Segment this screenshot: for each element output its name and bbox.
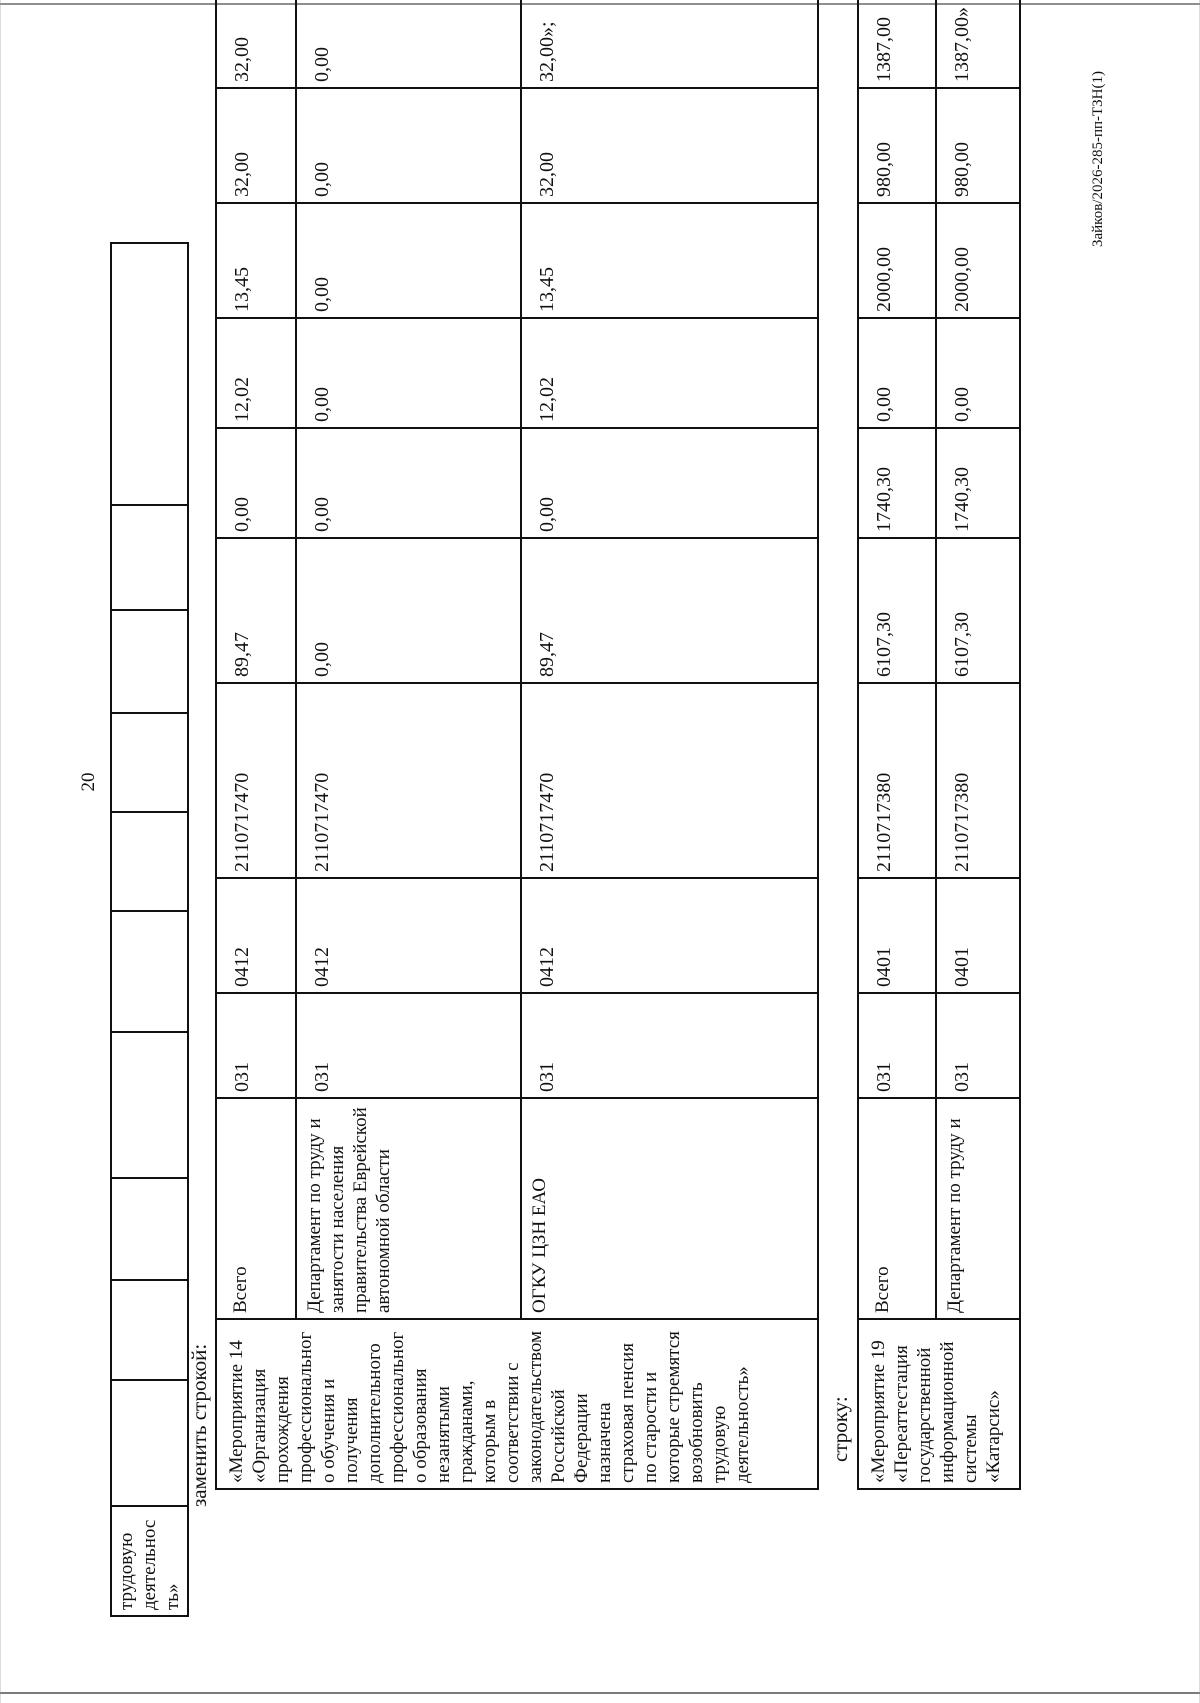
- value-cell: [858, 88, 936, 203]
- value-cell: [858, 318, 936, 428]
- target-code: 2110717380: [951, 772, 973, 872]
- value: 980,00: [951, 142, 973, 197]
- section-code: 0412: [311, 947, 333, 987]
- rotated-content: [78, 7, 1110, 1617]
- section-code: 0412: [536, 947, 558, 987]
- value-cell: [521, 203, 818, 318]
- value-cell: [936, 538, 1020, 683]
- value-cell: [216, 203, 296, 318]
- replace-label: заменить строкой:: [187, 1343, 211, 1507]
- ministry-code: 031: [873, 1062, 895, 1092]
- section-code: 0401: [873, 947, 895, 987]
- value-cell: [521, 0, 818, 88]
- ministry-code: 031: [311, 1062, 333, 1092]
- value-cell: [521, 428, 818, 538]
- section-code: 0412: [231, 947, 253, 987]
- value-total: 6107,30: [873, 612, 895, 677]
- value-total: 6107,30: [951, 612, 973, 677]
- value: 0,00: [873, 387, 895, 422]
- value: 32,00: [231, 37, 253, 82]
- code-cell: [521, 878, 818, 993]
- replacement-table: [215, 0, 819, 1490]
- value: 32,00: [536, 152, 558, 197]
- value-cell: [216, 428, 296, 538]
- line-table: [857, 0, 1021, 1490]
- value: 12,02: [231, 377, 253, 422]
- value: 1387,00»: [951, 7, 973, 82]
- value: 0,00: [311, 497, 333, 532]
- value-cell: [216, 0, 296, 88]
- value-cell: [936, 203, 1020, 318]
- executor-cell: [521, 1098, 818, 1319]
- value: 32,00: [231, 152, 253, 197]
- value: 13,45: [536, 267, 558, 312]
- value: 13,45: [231, 267, 253, 312]
- ministry-code: 031: [536, 1062, 558, 1092]
- section-code: 0401: [951, 947, 973, 987]
- value: 0,00: [951, 387, 973, 422]
- measure-name: «Мероприятие 14 «Организация прохождения профессионального обучения и получения дополнительного профессионального образования незанятыми гражданами, которым в соответствии с законодательством Российской Федерации назначена страховая пенсия по старости и которые стремятся возобновить трудовую деятельность»: [226, 1330, 753, 1483]
- value-cell: [296, 0, 521, 88]
- value-total: 0,00: [311, 642, 333, 677]
- document-code: Зайков/2026-285-пп-ТЗН(1): [1090, 71, 1106, 248]
- value: 1740,30: [951, 467, 973, 532]
- table-row: [216, 0, 296, 1489]
- executor-label: ОГКУ ЦЗН ЕАО: [529, 1177, 550, 1313]
- executor-label: Всего: [872, 1266, 893, 1313]
- executor-label: Всего: [230, 1266, 251, 1313]
- table-row: [296, 0, 521, 1489]
- code-cell: [858, 683, 936, 878]
- value: 980,00: [873, 142, 895, 197]
- line-label: строку:: [828, 1396, 852, 1462]
- value: 2000,00: [873, 247, 895, 312]
- continuation-cell: [111, 1506, 188, 1616]
- code-cell: [216, 683, 296, 878]
- code-cell: [521, 993, 818, 1098]
- target-code: 2110717380: [873, 772, 895, 872]
- continuation-text: трудовую деятельность»: [116, 1519, 183, 1610]
- value-cell: [858, 0, 936, 88]
- value: 2000,00: [951, 247, 973, 312]
- code-cell: [936, 683, 1020, 878]
- continuation-table: [110, 242, 189, 1617]
- target-code: 2110717470: [231, 772, 253, 872]
- executor-label: Департамент по труду и занятости населения правительства Еврейской автономной области: [304, 1107, 394, 1313]
- value-total: 89,47: [536, 632, 558, 677]
- code-cell: [216, 993, 296, 1098]
- code-cell: [296, 878, 521, 993]
- measure-name: «Мероприятие 19 «Переаттестация государственной информационной системы «Катарсис»: [868, 1340, 1004, 1483]
- value-cell: [296, 538, 521, 683]
- value-cell: [858, 203, 936, 318]
- code-cell: [296, 683, 521, 878]
- executor-cell: [216, 1098, 296, 1319]
- value: 0,00: [311, 162, 333, 197]
- value: 0,00: [536, 497, 558, 532]
- ministry-code: 031: [951, 1062, 973, 1092]
- value-cell: [858, 428, 936, 538]
- target-code: 2110717470: [311, 772, 333, 872]
- value-cell: [936, 0, 1020, 88]
- value-cell: [296, 88, 521, 203]
- value: 32,00»;: [536, 21, 558, 82]
- value-cell: [936, 88, 1020, 203]
- value-cell: [858, 538, 936, 683]
- executor-cell: [296, 1098, 521, 1319]
- measure-name-cell: [858, 1319, 1020, 1489]
- value-cell: [216, 88, 296, 203]
- measure-name-cell: [216, 1319, 818, 1489]
- code-cell: [858, 878, 936, 993]
- value-cell: [521, 88, 818, 203]
- table-row: [858, 0, 936, 1489]
- value: 0,00: [311, 387, 333, 422]
- ministry-code: 031: [231, 1062, 253, 1092]
- value-total: 89,47: [231, 632, 253, 677]
- scan-edge-bottom: [0, 1692, 1200, 1694]
- executor-cell: [858, 1098, 936, 1319]
- code-cell: [521, 683, 818, 878]
- value-cell: [216, 538, 296, 683]
- value: 0,00: [311, 47, 333, 82]
- page-edge-left: [0, 0, 1, 1703]
- code-cell: [936, 993, 1020, 1098]
- value-cell: [936, 318, 1020, 428]
- executor-label: Департамент по труду и: [944, 1118, 965, 1313]
- page-number: 20: [78, 772, 99, 792]
- value: 1740,30: [873, 467, 895, 532]
- value-cell: [296, 203, 521, 318]
- code-cell: [296, 993, 521, 1098]
- code-cell: [936, 878, 1020, 993]
- value-cell: [521, 538, 818, 683]
- value-cell: [521, 318, 818, 428]
- value-cell: [936, 428, 1020, 538]
- table-row: [936, 0, 1020, 1489]
- value-cell: [296, 318, 521, 428]
- value-cell: [296, 428, 521, 538]
- code-cell: [216, 878, 296, 993]
- value: 1387,00: [873, 17, 895, 82]
- target-code: 2110717470: [536, 772, 558, 872]
- code-cell: [858, 993, 936, 1098]
- value: 0,00: [231, 497, 253, 532]
- table-row: [521, 0, 818, 1489]
- value-cell: [216, 318, 296, 428]
- value: 12,02: [536, 377, 558, 422]
- executor-cell: [936, 1098, 1020, 1319]
- value: 0,00: [311, 277, 333, 312]
